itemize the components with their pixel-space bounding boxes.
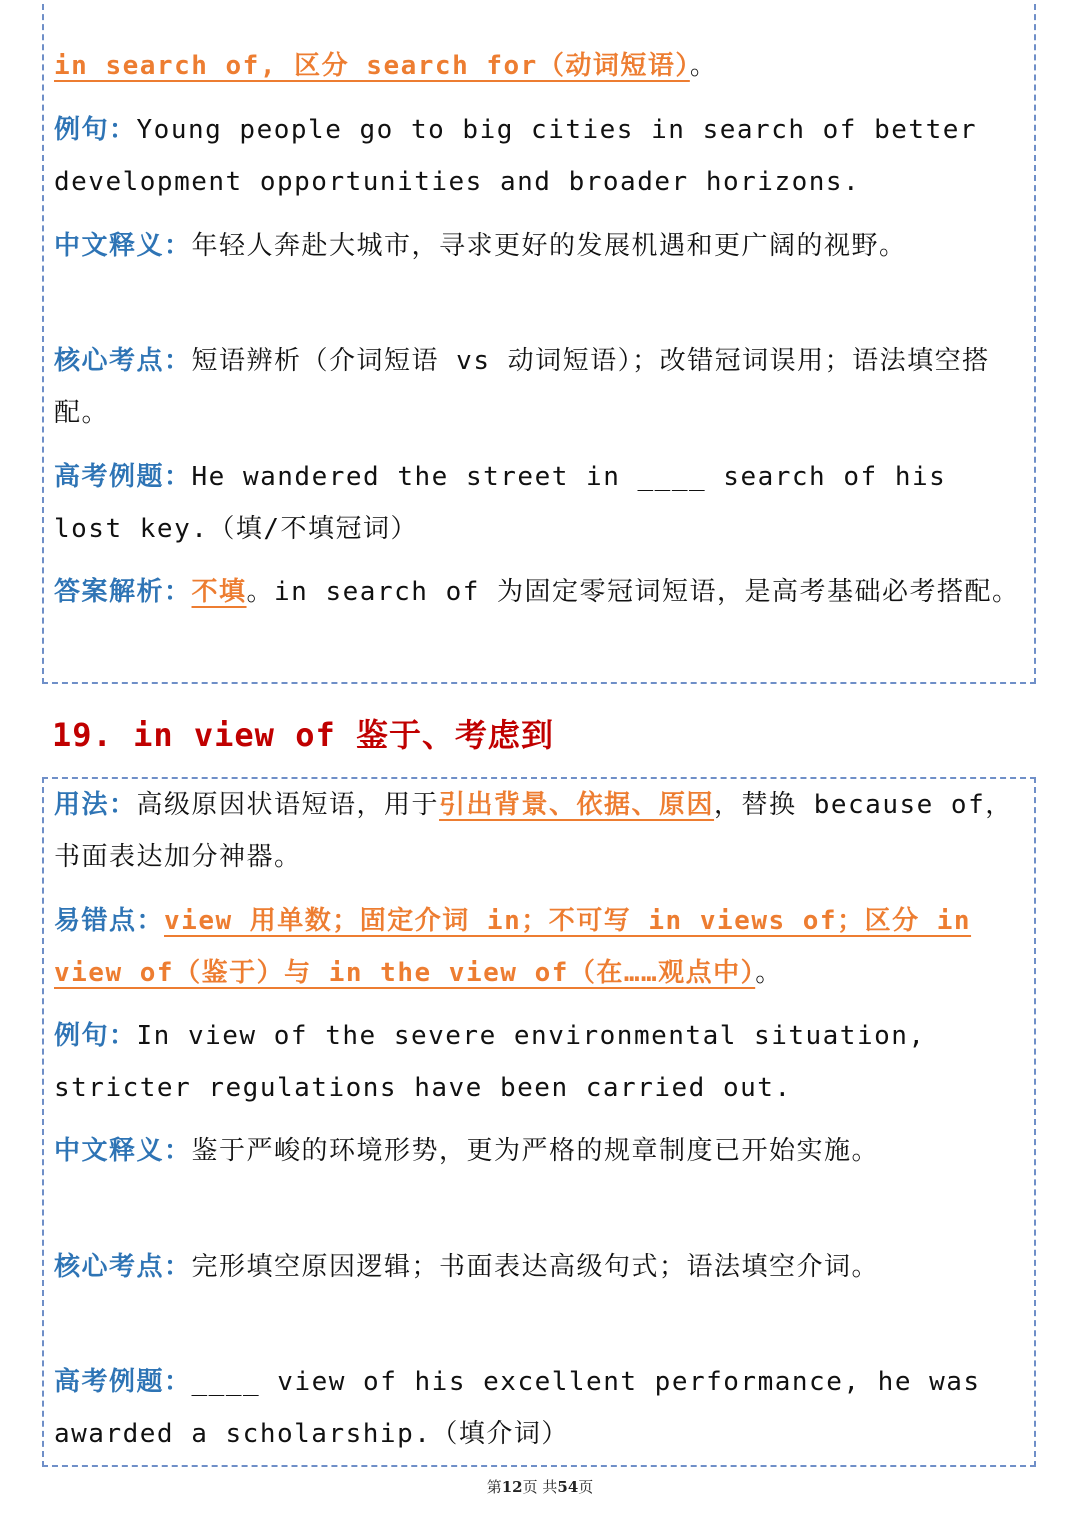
translation-row (54, 1125, 1026, 1177)
core-points-text: 完形填空原因逻辑；书面表达高级句式；语法填空介词。 (191, 1252, 880, 1282)
core-points-row (54, 335, 1026, 439)
exam-question-label: 高考例题： (54, 1367, 192, 1397)
usage-text-before: 高级原因状语短语，用于 (136, 790, 440, 820)
usage-label: 用法： (54, 790, 137, 820)
answer-text: 。in search of 为固定零冠词短语，是高考基础必考搭配。 (246, 577, 1020, 607)
page-footer (0, 1476, 1080, 1497)
footer-suffix: 页 (578, 1478, 594, 1496)
top-card (42, 0, 1036, 684)
exam-question-text: view of his excellent performance, he was awarded a scholarship.（填介词） (54, 1367, 981, 1449)
core-points-row (54, 1241, 1026, 1293)
distinction-highlight: in search of, 区分 search for（动词短语） (54, 51, 690, 81)
section-19-card (42, 777, 1036, 1467)
error-points-row (54, 895, 1026, 999)
distinction-end: 。 (689, 51, 718, 81)
search-of-distinction (54, 40, 1026, 92)
footer-prefix: 第 (486, 1478, 502, 1496)
translation-row (54, 220, 1026, 272)
footer-middle: 页 共 (522, 1478, 558, 1496)
translation-label: 中文释义： (54, 231, 192, 261)
answer-highlight: 不填 (191, 577, 247, 607)
usage-highlight: 引出背景、依据、原因 (439, 790, 715, 820)
example-row (54, 104, 1026, 208)
exam-question-label: 高考例题： (54, 462, 192, 492)
example-row (54, 1010, 1026, 1114)
exam-blank: ____ (637, 462, 707, 492)
footer-page-number: 12 (501, 1478, 523, 1496)
example-label: 例句： (54, 1021, 137, 1051)
exam-question-row (54, 451, 1026, 555)
exam-question-text-before: He wandered the street in (191, 462, 638, 492)
answer-row (54, 566, 1026, 618)
translation-label: 中文释义： (54, 1136, 192, 1166)
error-points-label: 易错点： (54, 906, 165, 936)
core-points-label: 核心考点： (54, 346, 192, 376)
answer-label: 答案解析： (54, 577, 192, 607)
usage-row (54, 779, 1026, 883)
exam-question-text-after: search of his lost key.（填/不填冠词） (54, 462, 947, 544)
usage-text-after: ，替换 because of，书面表达加分神器。 (54, 790, 1013, 872)
core-points-text: 短语辨析（介词短语 vs 动词短语）；改错冠词误用；语法填空搭配。 (54, 346, 990, 428)
error-points-highlight: view 用单数；固定介词 in；不可写 in views of；区分 in view of（鉴于）与 in the view of（在……观点中） (54, 906, 972, 988)
translation-text: 鉴于严峻的环境形势，更为严格的规章制度已开始实施。 (191, 1136, 880, 1166)
exam-question-row (54, 1356, 1026, 1460)
example-text: In view of the severe environmental situation, stricter regulations have been carried out. (54, 1021, 926, 1103)
exam-blank: ____ (191, 1367, 261, 1397)
error-points-end: 。 (755, 958, 783, 988)
core-points-label: 核心考点： (54, 1252, 192, 1282)
example-text: Young people go to big cities in search of better development opportunities and broader horizons. (54, 115, 978, 197)
footer-total-pages: 54 (557, 1478, 579, 1496)
section-heading: 19. in view of 鉴于、考虑到 (52, 716, 554, 754)
translation-text: 年轻人奔赴大城市，寻求更好的发展机遇和更广阔的视野。 (191, 231, 907, 261)
example-label: 例句： (54, 115, 137, 145)
